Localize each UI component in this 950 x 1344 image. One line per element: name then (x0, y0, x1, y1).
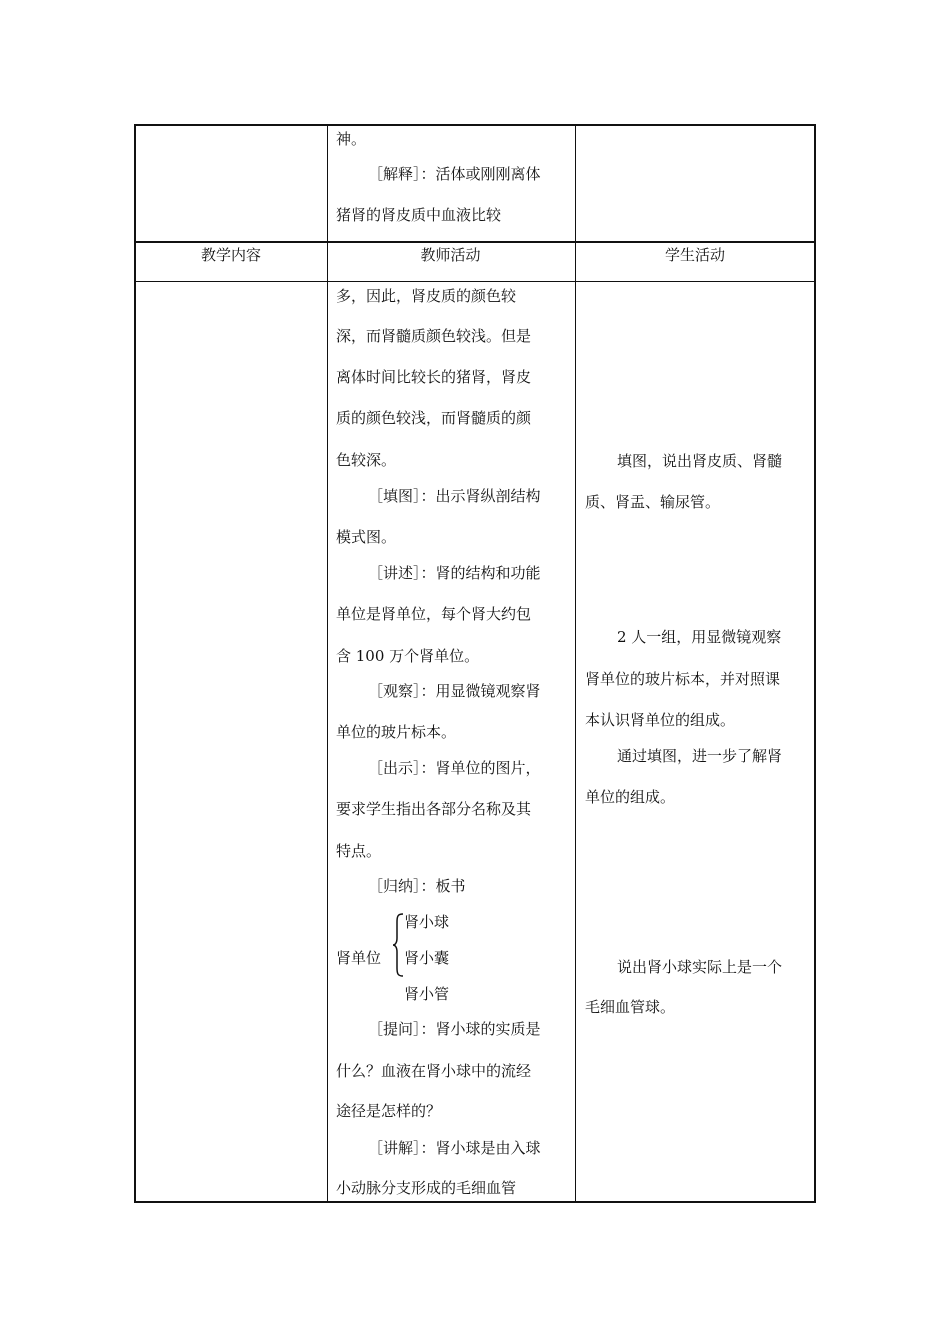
column-divider-1 (327, 126, 328, 1201)
teacher-text: 模式图。 (336, 528, 397, 546)
teacher-text: ［观察］：用显微镜观察肾 (368, 682, 541, 700)
teacher-text: ［讲述］：肾的结构和功能 (368, 564, 541, 582)
teacher-text: ［归纳］：板书 (368, 877, 466, 895)
teacher-text: ［出示］：肾单位的图片， (368, 759, 541, 777)
teacher-text: 质的颜色较浅，而肾髓质的颜 (336, 409, 532, 427)
header-bottom-border (136, 281, 814, 282)
student-text: 肾单位的玻片标本，并对照课 (585, 670, 781, 688)
curly-brace-icon (392, 912, 404, 978)
student-text: 说出肾小球实际上是一个 (617, 958, 783, 976)
student-text: 2 人一组，用显微镜观察 (617, 628, 782, 646)
nephron-part-tubule: 肾小管 (404, 985, 450, 1003)
teacher-text: 小动脉分支形成的毛细血管 (336, 1179, 517, 1197)
teacher-text: 深，而肾髓质颜色较浅。但是 (336, 327, 532, 345)
student-text: 质、肾盂、输尿管。 (585, 493, 721, 511)
teacher-text: ［讲解］：肾小球是由入球 (368, 1139, 541, 1157)
nephron-part-glomerulus: 肾小球 (404, 913, 450, 931)
teacher-text: ［填图］：出示肾纵剖结构 (368, 487, 541, 505)
teacher-text: 含 100 万个肾单位。 (336, 647, 480, 665)
header-student-activity: 学生活动 (664, 246, 725, 264)
teacher-text: ［提问］：肾小球的实质是 (368, 1020, 541, 1038)
student-text: 本认识肾单位的组成。 (585, 711, 736, 729)
student-text: 单位的组成。 (585, 788, 676, 806)
teacher-text: 途径是怎样的？ (336, 1102, 442, 1120)
top-teacher-line-0: 神。 (336, 130, 367, 148)
header-teacher-activity: 教师活动 (420, 246, 481, 264)
column-divider-2 (575, 126, 576, 1201)
teacher-text: 单位是肾单位，每个肾大约包 (336, 605, 532, 623)
teacher-text: 单位的玻片标本。 (336, 723, 457, 741)
student-text: 填图，说出肾皮质、肾髓 (617, 452, 783, 470)
teacher-text: 特点。 (336, 842, 382, 860)
nephron-part-capsule: 肾小囊 (404, 949, 450, 967)
student-text: 毛细血管球。 (585, 998, 676, 1016)
teacher-text: 要求学生指出各部分名称及其 (336, 800, 532, 818)
teacher-text: 色较深。 (336, 451, 397, 469)
teacher-text: 什么？血液在肾小球中的流经 (336, 1062, 532, 1080)
header-top-border (136, 241, 814, 243)
student-text: 通过填图，进一步了解肾 (617, 747, 783, 765)
nephron-label: 肾单位 (336, 949, 382, 967)
top-teacher-line-1: ［解释］：活体或刚刚离体 (368, 165, 541, 183)
top-teacher-line-2: 猪肾的肾皮质中血液比较 (336, 206, 502, 224)
header-teaching-content: 教学内容 (200, 246, 261, 264)
teacher-text: 离体时间比较长的猪肾，肾皮 (336, 368, 532, 386)
teacher-text: 多，因此，肾皮质的颜色较 (336, 287, 517, 305)
